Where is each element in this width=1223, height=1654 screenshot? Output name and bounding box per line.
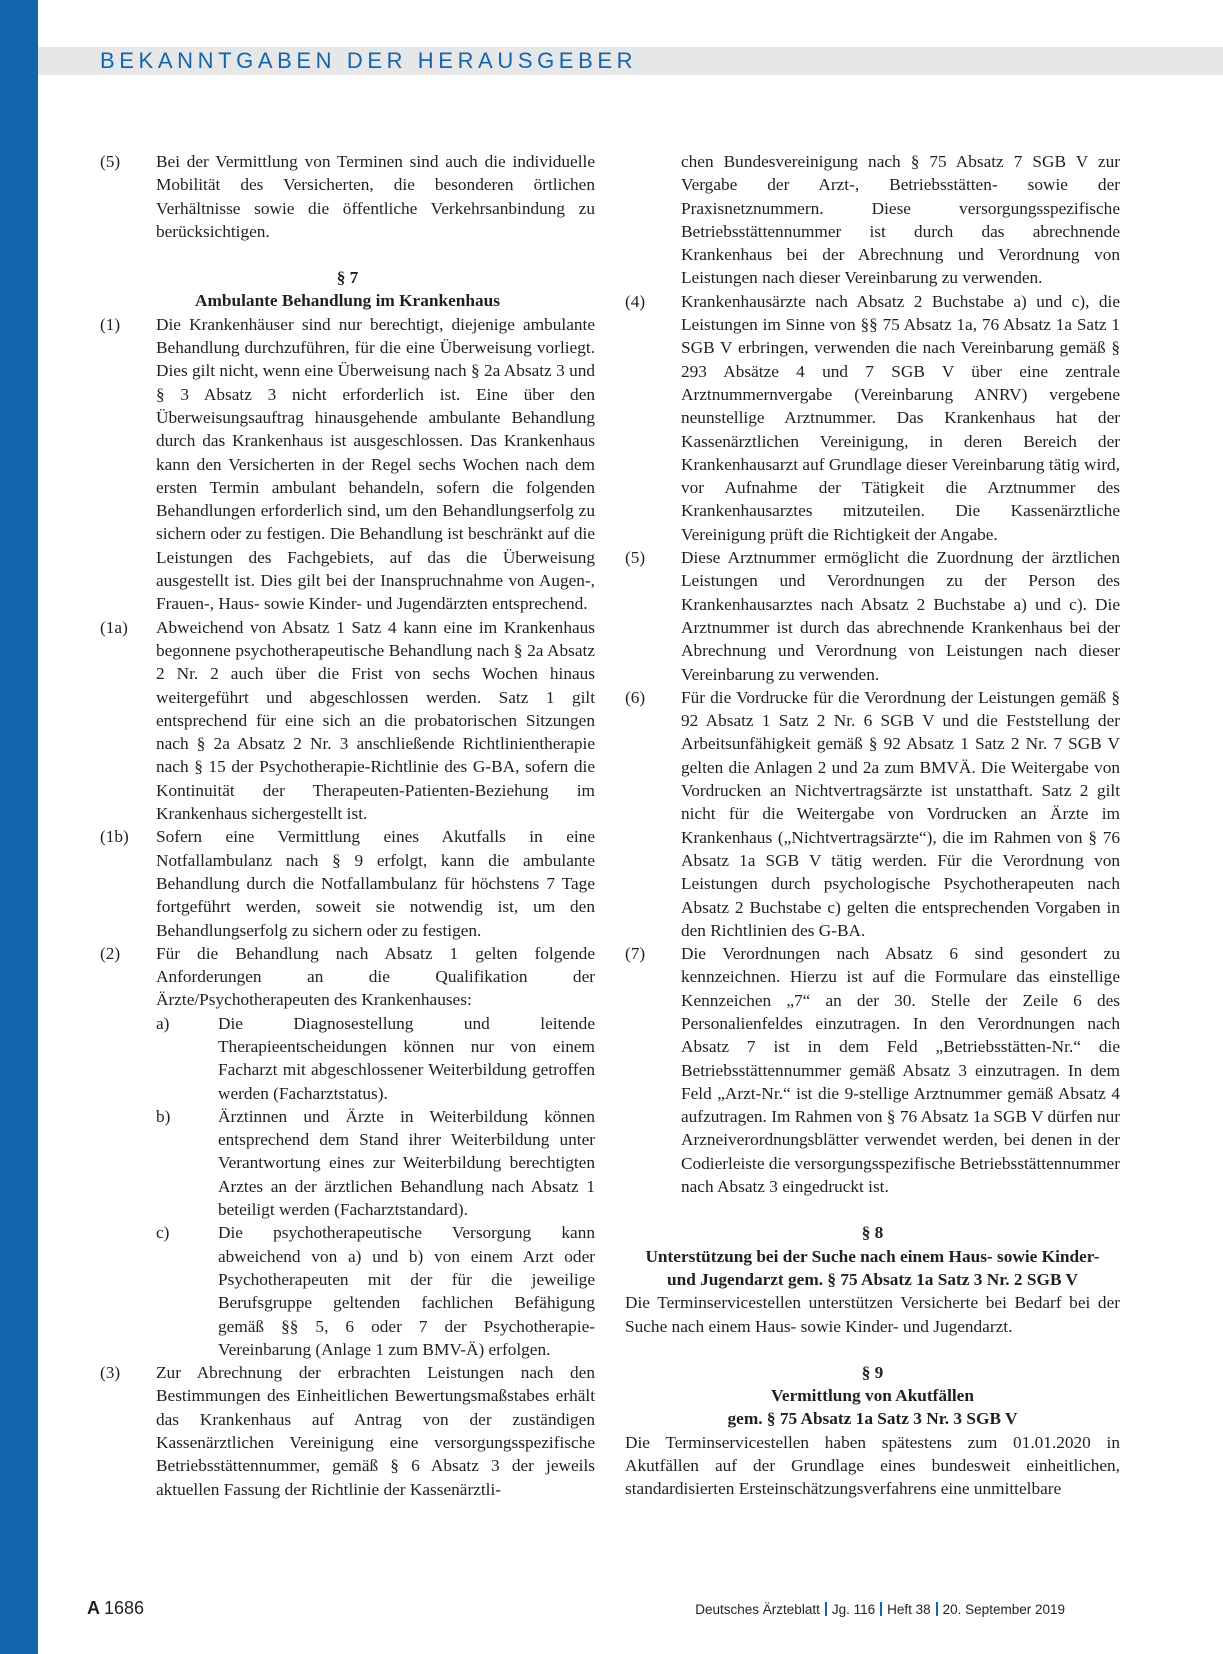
- list-item-b: [156, 1105, 595, 1221]
- page-number-value: 1686: [104, 1598, 145, 1618]
- journal-name: Deutsches Ärzteblatt: [695, 1602, 820, 1617]
- blue-sidebar: [0, 0, 38, 1654]
- paragraph-number: (5): [100, 152, 121, 171]
- paragraph-number: (1a): [100, 617, 128, 637]
- section-8-title-line-1: Unterstützung bei der Suche nach einem Haus- sowie Kinder-: [645, 1246, 1100, 1266]
- section-8-number: § 8: [861, 1223, 884, 1243]
- separator: [880, 1602, 882, 1616]
- list-item-a: [156, 1012, 595, 1105]
- journal-issue: Heft 38: [887, 1602, 931, 1617]
- paragraph-text: Abweichend von Absatz 1 Satz 4 kann eine im Krankenhaus begonnene psychotherapeutische Behandlung nach § 2a Absatz 2 Nr. 2 auch über die Frist von sechs Wochen hinaus weitergeführt und abgeschlossen werden. Satz 1 gilt entsprechend für eine sich an die probatorischen Sitzungen nach § 2a Absatz 2 Nr. 3 anschließende Richtlinientherapie nach § 15 der Psychotherapie-Richtlinie des G-BA, sofern die Kontinuität der Therapeuten-Patienten-Beziehung im Krankenhaus sichergestellt ist.: [156, 617, 595, 824]
- paragraph-text: Bei der Vermittlung von Terminen sind auch die individuelle Mobilität des Versicherten, die besonderen örtlichen Verhältnisse sowie die öffentliche Verkehrsanbindung zu berücksichtigen.: [156, 152, 595, 241]
- left-column: [100, 150, 595, 1501]
- section-9-text: Die Terminservicestellen haben spätestens zum 01.01.2020 in Akutfällen auf der Grundlage eines bundesweit einheitlichen, standardisierten Ersteinschätzungsverfahrens eine unmittelbare: [625, 1432, 1120, 1499]
- section-header: BEKANNTGABEN DER HERAUSGEBER: [100, 48, 638, 73]
- paragraph-text: Diese Arztnummer ermöglicht die Zuordnung der ärztlichen Leistungen und Verordnungen zu der Person des Krankenhausarztes nach Absatz 2 Buchstabe a) und c). Die Arztnummer ist durch das abrechnende Krankenhaus bei der Abrechnung und Verordnung von Leistungen nach dieser Vereinbarung zu verwenden.: [681, 548, 1120, 684]
- paragraph-number: (3): [100, 1363, 121, 1383]
- paragraph-number: (2): [100, 943, 121, 963]
- list-marker: a): [156, 1013, 170, 1033]
- separator: [825, 1602, 827, 1616]
- paragraph-number: (1b): [100, 827, 129, 847]
- paragraph-text: Krankenhausärzte nach Absatz 2 Buchstabe a) und c), die Leistungen im Sinne von §§ 75 Absatz 1a, 76 Absatz 1a Satz 1 SGB V erbringen, verwenden die nach Vereinbarung gemäß § 293 Absätze 4 und 7 SGB V über eine zentrale Arztnummernvergabe (Vereinbarung ANRV) vergebene neunstellige Arztnummer. Das Krankenhaus hat der Kassenärztlichen Vereinigung, in deren Bereich der Krankenhausarzt auf Grundlage dieser Vereinbarung tätig wird, vor Aufnahme der Tätigkeit die Arztnummer des Krankenhausarztes mitzuteilen. Die Kassenärztliche Vereinigung prüft die Richtigkeit der Angabe.: [681, 291, 1120, 544]
- paragraph-number: (6): [625, 687, 646, 707]
- separator: [936, 1602, 938, 1616]
- paragraph-text: Zur Abrechnung der erbrachten Leistungen nach den Bestimmungen des Einheitlichen Bewertungsmaßstabes erhält das Krankenhaus auf Antrag von der zuständigen Kassenärztlichen Vereinigung eine versorgungsspezifische Betriebsstättennummer, gemäß § 6 Absatz 3 der jeweils aktuellen Fassung der Richtlinie der Kassenärztli-: [156, 1363, 595, 1499]
- paragraph-number: (4): [625, 291, 646, 311]
- section-8-title-line-2: und Jugendarzt gem. § 75 Absatz 1a Satz 3 Nr. 2 SGB V: [667, 1269, 1078, 1289]
- paragraph-5-right: [625, 546, 1120, 686]
- section-9-title-line-2: gem. § 75 Absatz 1a Satz 3 Nr. 3 SGB V: [727, 1409, 1018, 1429]
- paragraph-4: [625, 290, 1120, 546]
- paragraph-text: Für die Behandlung nach Absatz 1 gelten folgende Anforderungen an die Qualifikation der Ärzte/Psychotherapeuten des Krankenhauses:: [156, 943, 595, 1010]
- list-marker: b): [156, 1106, 171, 1126]
- section-7-number: § 7: [336, 268, 359, 288]
- paragraph-3: [100, 1361, 595, 1501]
- paragraph-number: (7): [625, 944, 646, 964]
- list-text: Ärztinnen und Ärzte in Weiterbildung können entsprechend dem Stand ihrer Weiterbildung unter Verantwortung eines zur Weiterbildung berechtigten Arztes an der ärztlichen Behandlung nach Absatz 1 beteiligt werden (Facharztstandard).: [218, 1106, 595, 1220]
- list-text: Die Diagnosestellung und leitende Therapieentscheidungen können nur von einem Facharzt mit abgeschlossener Weiterbildung getroffen werden (Facharztstatus).: [218, 1013, 595, 1103]
- section-9-title-line-1: Vermittlung von Akutfällen: [771, 1386, 974, 1406]
- paragraph-1: [100, 313, 595, 616]
- paragraph-text: Die Krankenhäuser sind nur berechtigt, diejenige ambulante Behandlung durchzuführen, für die eine Überweisung vorliegt. Dies gilt nicht, wenn eine Überweisung nach § 2a Absatz 3 und § 3 Absatz 3 nicht erforderlich ist. Eine über den Überweisungsauftrag hinausgehende ambulante Behandlung durch das Krankenhaus ist ausgeschlossen. Das Krankenhaus kann den Versicherten in der Regel sechs Wochen nach dem ersten Termin ambulant behandeln, sofern die folgenden Behandlungen erforderlich sind, um den Behandlungserfolg zu sichern oder zu festigen. Die Behandlung ist beschränkt auf die Leistungen des Fachgebiets, auf das die Überweisung ausgestellt ist. Dies gilt bei der Inanspruchnahme von Augen-, Frauen-, Haus- sowie Kinder- und Jugendärzten entsprechend.: [156, 314, 595, 614]
- paragraph-1a: [100, 616, 595, 826]
- list-marker: c): [156, 1223, 170, 1243]
- paragraph-number: (5): [625, 548, 646, 568]
- paragraph-5: [100, 150, 595, 243]
- paragraph-number: (1): [100, 314, 121, 334]
- section-8-text: Die Terminservicestellen unterstützen Versicherte bei Bedarf bei der Suche nach einem Haus- sowie Kinder- und Jugendarzt.: [625, 1293, 1120, 1336]
- paragraph-6: [625, 686, 1120, 942]
- list-text: Die psychotherapeutische Versorgung kann abweichend von a) und b) von einem Arzt oder Psychotherapeuten mit der für die jeweilige Berufsgruppe geltenden fachlichen Befähigung gemäß §§ 5, 6 oder 7 der Psychotherapie-Vereinbarung (Anlage 1 zum BMV-Ä) erfolgen.: [218, 1223, 595, 1359]
- section-7-title: Ambulante Behandlung im Krankenhaus: [195, 291, 500, 311]
- paragraph-1b: [100, 825, 595, 941]
- paragraph-3-continued: [625, 150, 1120, 290]
- paragraph-2: [100, 942, 595, 1361]
- paragraph-text: Sofern eine Vermittlung eines Akutfalls in eine Notfallambulanz nach § 9 erfolgt, kann die ambulante Behandlung durch die Notfallambulanz für höchstens 7 Tage fortgeführt werden, soweit sie notwendig ist, um den Behandlungserfolg zu sichern oder zu festigen.: [156, 827, 595, 940]
- paragraph-text: chen Bundesvereinigung nach § 75 Absatz 7 SGB V zur Vergabe der Arzt-, Betriebsstätten- sowie der Praxisnetznummern. Diese versorgungsspezifische Betriebsstättennummer ist durch das abrechnende Krankenhaus bei der Abrechnung und Verordnung von Leistungen nach dieser Vereinbarung zu verwenden.: [681, 152, 1120, 288]
- page-number: [87, 1598, 144, 1619]
- journal-volume: Jg. 116: [831, 1602, 876, 1617]
- list-item-c: [156, 1221, 595, 1361]
- right-column: [625, 150, 1120, 1501]
- journal-citation: [695, 1602, 1065, 1617]
- page-prefix: A: [87, 1598, 100, 1618]
- paragraph-7: [625, 942, 1120, 1198]
- paragraph-text: Die Verordnungen nach Absatz 6 sind gesondert zu kennzeichnen. Hierzu ist auf die Formulare das einstellige Kennzeichen „7“ an der 30. Stelle der Zeile 6 des Personalienfeldes einzutragen. In den Verordnungen nach Absatz 7 ist in dem Feld „Betriebsstätten-Nr.“ die Betriebsstättennummer gemäß Absatz 3 einzutragen. In dem Feld „Arzt-Nr.“ ist die 9-stellige Arztnummer gemäß Absatz 4 aufzutragen. Im Rahmen von § 76 Absatz 1a SGB V dürfen nur Arzneiverordnungsblätter verwendet werden, bei denen in der Codierleiste die versorgungsspezifische Betriebsstättennummer nach Absatz 3 eingedruckt ist.: [681, 944, 1120, 1197]
- section-9-number: § 9: [861, 1362, 884, 1382]
- journal-date: 20. September 2019: [942, 1602, 1065, 1617]
- paragraph-text: Für die Vordrucke für die Verordnung der Leistungen gemäß § 92 Absatz 1 Satz 2 Nr. 6 SGB V und die Feststellung der Arbeitsunfähigkeit gemäß § 92 Absatz 1 Satz 2 Nr. 7 SGB V gelten die Anlagen 2 und 2a zum BMVÄ. Die Weitergabe von Vordrucken an Nichtvertragsärzte ist unstatthaft. Satz 2 gilt nicht für die Weitergabe von Vordrucken an Ärzte im Krankenhaus („Nichtvertragsärzte“), die im Rahmen von § 76 Absatz 1a SGB V tätig werden. Für die Verordnung von Leistungen durch psychologische Psychotherapeuten nach Absatz 2 Buchstabe c) gelten die entsprechenden Vorgaben in den Richtlinien des G-BA.: [681, 687, 1120, 940]
